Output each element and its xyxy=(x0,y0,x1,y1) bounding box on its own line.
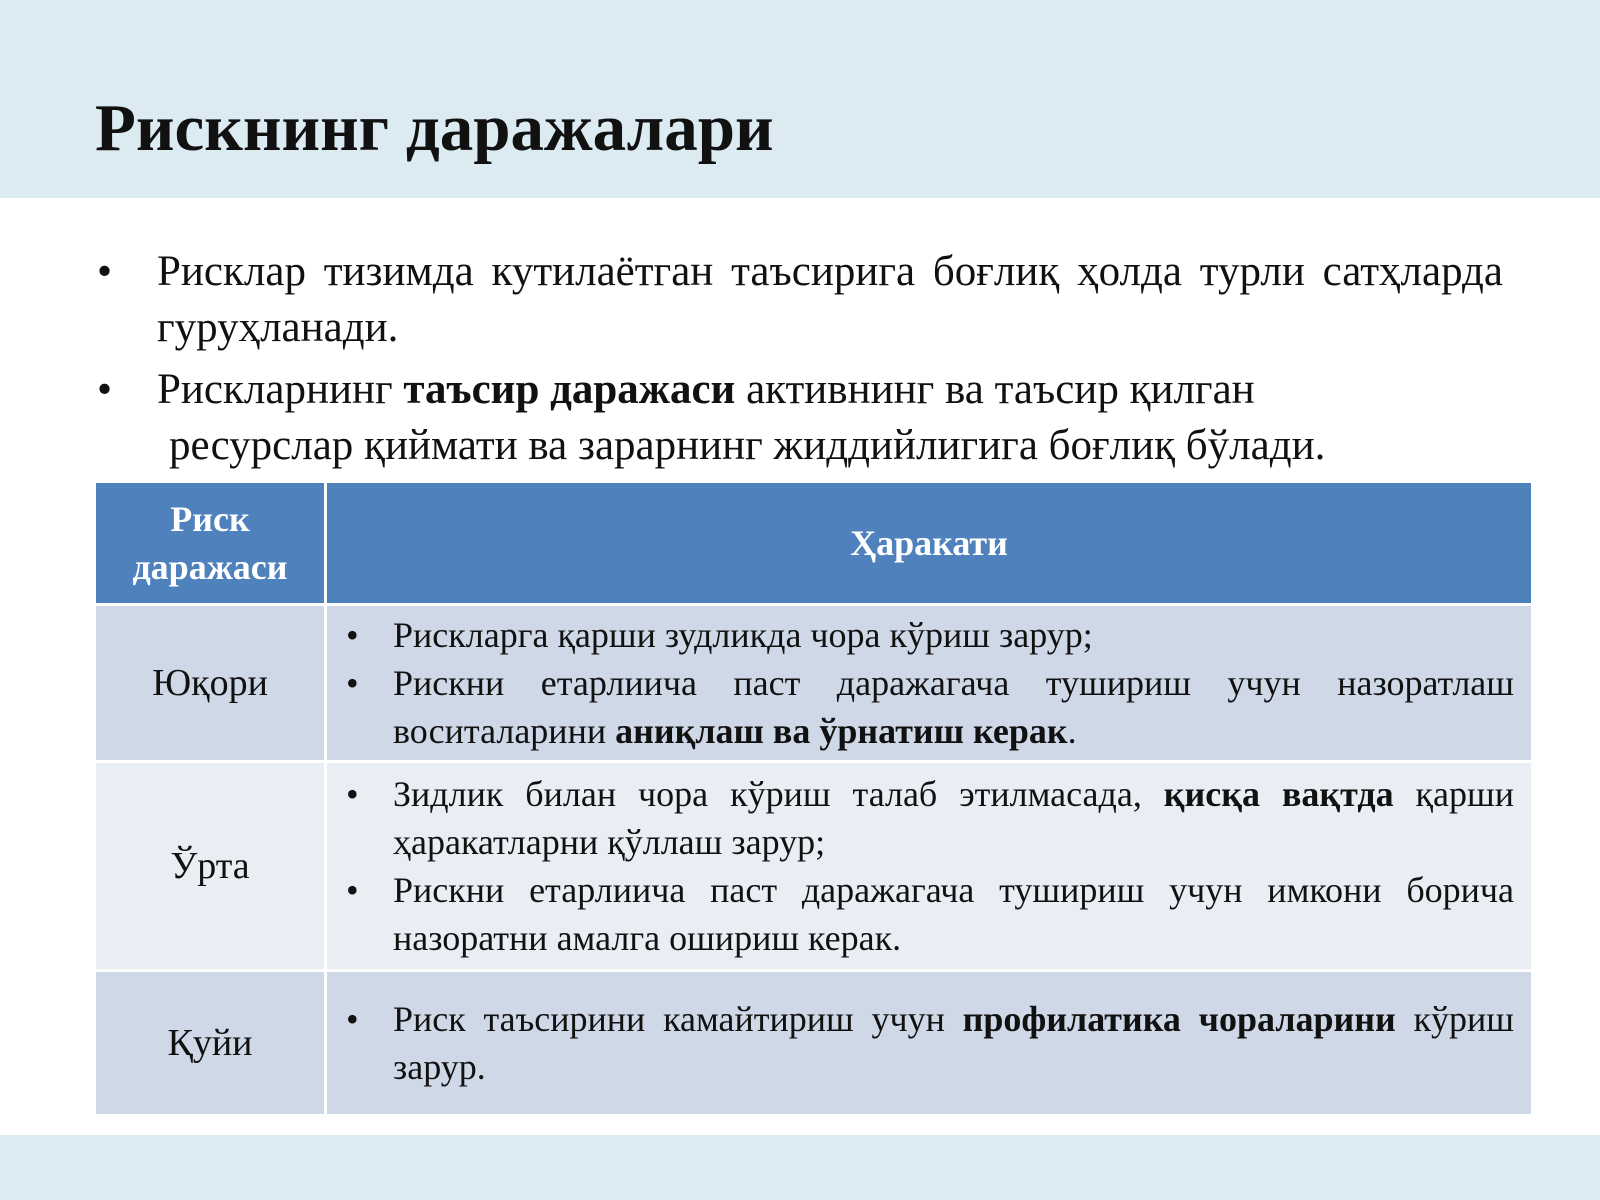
bullet-bold: таъсир даражаси xyxy=(403,366,736,413)
slide-title: Рискнинг даражалари xyxy=(95,91,774,165)
footer-band xyxy=(0,1135,1600,1200)
header-risk-level: Риск даражаси xyxy=(95,482,326,605)
table-row xyxy=(95,605,1533,762)
risk-levels-table xyxy=(93,480,1534,1117)
item-bold: профилатика чораларини xyxy=(962,999,1396,1039)
item-text: кўриш зарур. xyxy=(393,999,1514,1087)
list-item xyxy=(328,866,1530,962)
action-cell xyxy=(326,605,1533,762)
list-item xyxy=(328,611,1530,659)
item-text: Рискни етарлиича паст даражагача тушириш учун назоратлаш воситаларини xyxy=(393,663,1514,751)
bullet-item xyxy=(97,244,1503,356)
bullet-text: Рискларнинг xyxy=(157,366,404,413)
item-text: Зидлик билан чора кўриш талаб этилмасада, xyxy=(393,774,1164,814)
item-bold: қисқа вақтда xyxy=(1163,774,1394,814)
item-text: . xyxy=(1067,711,1077,751)
table-header-row xyxy=(95,482,1533,605)
item-text: Рискларга қарши зудликда чора кўриш зарур; xyxy=(393,615,1093,655)
bullet-text-line2: ресурслар қиймати ва зарарнинг жиддийлигига боғлиқ бўлади. xyxy=(169,422,1326,469)
table-row xyxy=(95,762,1533,971)
risk-level-cell: Қуйи xyxy=(95,971,326,1116)
table-row xyxy=(95,971,1533,1116)
action-cell xyxy=(326,971,1533,1116)
list-item xyxy=(328,995,1530,1091)
bullet-item xyxy=(97,362,1503,474)
list-item xyxy=(328,770,1530,866)
bullet-text: Рисклар тизимда кутилаётган таъсирига боғлиқ ҳолда турли сатҳларда гуруҳланади. xyxy=(157,248,1503,351)
item-text: Риск таъсирини камайтириш учун xyxy=(393,999,963,1039)
intro-bullets xyxy=(97,244,1503,480)
action-cell xyxy=(326,762,1533,971)
list-item xyxy=(328,659,1530,755)
item-bold: аниқлаш ва ўрнатиш керак xyxy=(615,711,1068,751)
bullet-text: активнинг ва таъсир қилган xyxy=(735,366,1255,413)
item-text: Рискни етарлиича паст даражагача тушириш учун имкони борича назоратни амалга ошириш керак. xyxy=(393,870,1514,958)
risk-level-cell: Юқори xyxy=(95,605,326,762)
item-text: қарши ҳаракатларни қўллаш зарур; xyxy=(393,774,1514,862)
header-action: Ҳаракати xyxy=(326,482,1533,605)
risk-level-cell: Ўрта xyxy=(95,762,326,971)
